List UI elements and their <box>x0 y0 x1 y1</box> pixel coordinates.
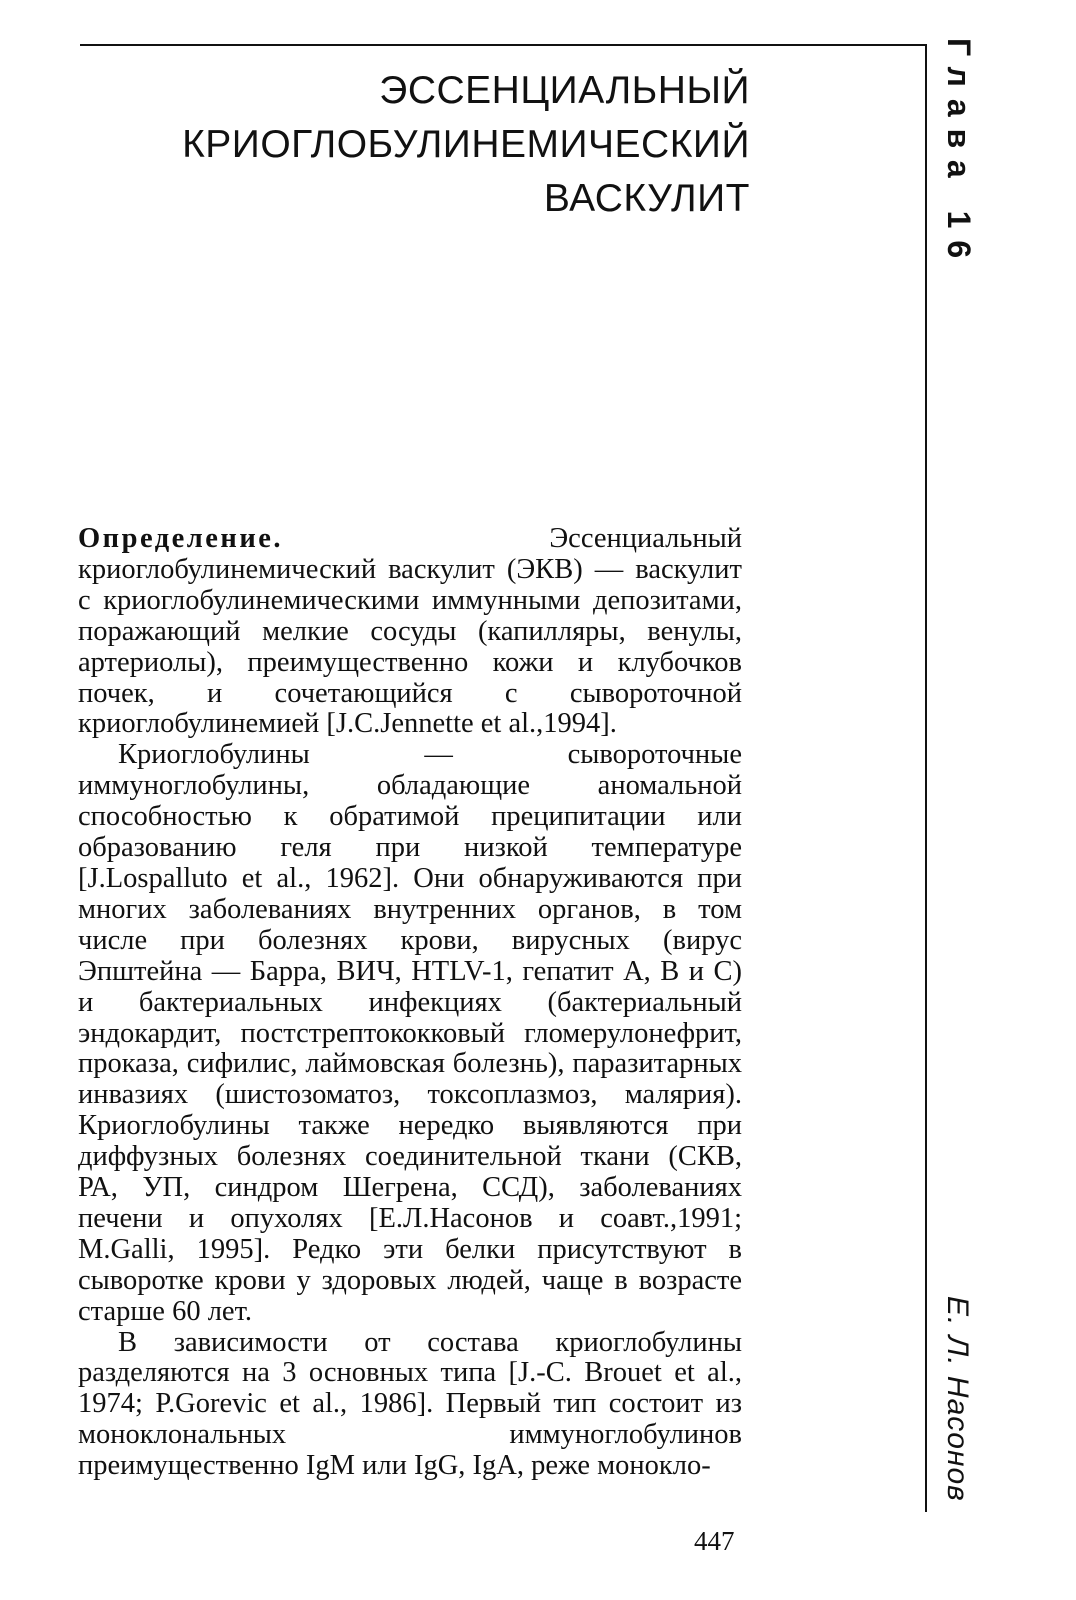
paragraph: В зависимости от состава криоглобулины разделяются на 3 основных типа [J.-C. Brouet et al., 1974; P.Gorevic et al., 1986]. Первый тип состоит из моноклональных иммуноглобулинов преимущественно IgM или IgG, IgA, реже моноклo- <box>78 1326 742 1482</box>
chapter-title-line: ВАСКУЛИТ <box>543 177 750 220</box>
chapter-author: Е. Л. Насонов <box>941 1296 974 1502</box>
top-rule <box>80 44 926 46</box>
body-text <box>78 524 742 1482</box>
chapter-title-line: ЭССЕНЦИАЛЬНЫЙ <box>379 69 750 112</box>
chapter-title-line: КРИОГЛОБУЛИНЕМИЧЕСКИЙ <box>182 123 750 166</box>
paragraph: Криоглобулины — сывороточные иммуноглобулины, обладающие аномальной способностью к обратимой преципитации или образованию геля при низкой температуре [J.Lospalluto et al., 1962]. Они обнаруживаются при многих заболеваниях внутренних органов, в том числе при болезнях крови, вирусных (вирус Эпштейна — Барра, ВИЧ, HTLV-1, гепатит А, В и С) и бактериальных инфекциях (бактериальный эндокардит, постстрептококковый гломерулонефрит, проказа, сифилис, лаймовская болезнь), паразитарных инвазиях (шистозоматоз, токсоплазмоз, малярия). Криоглобулины также нередко выявляются при диффузных болезнях соединительной ткани (СКВ, РА, УП, синдром Шегрена, ССД), заболеваниях печени и опухолях [Е.Л.Насонов и соавт.,1991; M.Galli, 1995]. Редко эти белки присутствуют в сыворотке крови у здоровых людей, чаще в возрасте старше 60 лет. <box>78 739 742 1327</box>
page-number: 447 <box>694 1526 735 1556</box>
chapter-title <box>182 64 750 226</box>
paragraph-definition <box>78 524 742 740</box>
chapter-number-label: Глава 16 <box>941 38 977 271</box>
margin-rule <box>925 44 927 1512</box>
definition-text: Эссенциальный криоглобулинемический васкулит (ЭКВ) — васкулит с криоглобулинемическими иммунными депозитами, поражающий мелкие сосуды (капилляры, венулы, артериолы), преимущественно кожи и клубочков почек, и сочетающийся с сывороточной криоглобулинемией [J.C.Jennette et al.,1994]. <box>78 523 742 740</box>
definition-term: Определение. <box>78 523 284 554</box>
